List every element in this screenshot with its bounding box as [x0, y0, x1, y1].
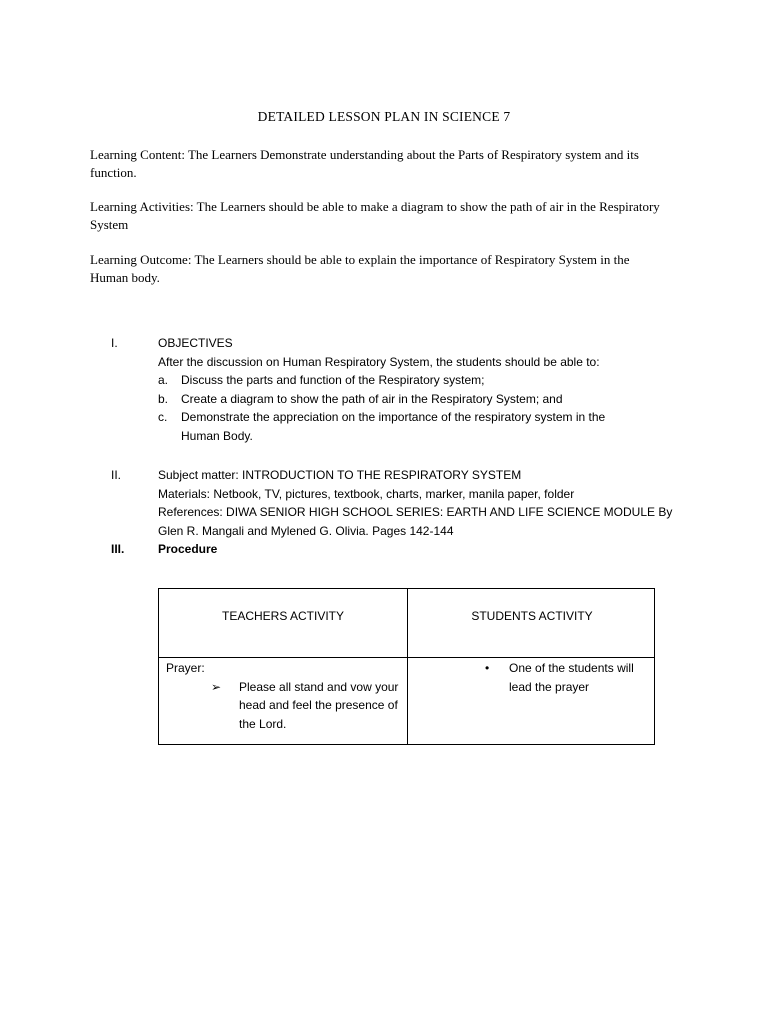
objective-text: Discuss the parts and function of the Respiratory system;: [181, 373, 485, 387]
procedure-heading: Procedure: [158, 542, 218, 556]
subject-matter-body: [158, 466, 678, 540]
objective-text: Create a diagram to show the path of air in the Respiratory System; and: [181, 391, 563, 406]
objective-item: [158, 408, 641, 445]
subject-line: Subject matter: INTRODUCTION TO THE RESPIRATORY SYSTEM: [158, 468, 522, 482]
objective-letter: a.: [158, 373, 169, 387]
learning-content-paragraph: Learning Content: The Learners Demonstrate understanding about the Parts of Respiratory system and its function.: [90, 147, 639, 180]
objective-letter: c.: [158, 410, 168, 424]
teacher-activity-text: Please all stand and vow your head and feel the presence of the Lord.: [239, 679, 399, 731]
student-activity-item: [485, 659, 655, 696]
teachers-activity-header: TEACHERS ACTIVITY: [221, 609, 345, 623]
objective-letter: b.: [158, 391, 169, 406]
learning-outcome-paragraph: Learning Outcome: The Learners should be able to explain the importance of Respiratory System in the Human body.: [90, 252, 630, 285]
section-numeral: II.: [111, 468, 122, 482]
objective-item: [158, 371, 678, 390]
objectives-body: [158, 334, 678, 445]
objectives-intro: After the discussion on Human Respiratory System, the students should be able to:: [158, 354, 600, 369]
objectives-heading: OBJECTIVES: [158, 336, 233, 350]
section-numeral: III.: [111, 542, 125, 556]
arrow-bullet-icon: ➢: [211, 679, 222, 694]
students-activity-header: STUDENTS ACTIVITY: [471, 609, 593, 623]
student-activity-text: One of the students will lead the prayer: [509, 661, 634, 694]
objective-item: [158, 390, 678, 409]
dot-bullet-icon: •: [485, 661, 490, 675]
prayer-label: Prayer:: [166, 661, 205, 675]
section-numeral: I.: [111, 336, 118, 350]
references-line: References: DIWA SENIOR HIGH SCHOOL SERIES: EARTH AND LIFE SCIENCE MODULE By Glen R. Mangali and Mylened G. Olivia. Pages 142-144: [158, 505, 673, 538]
student-activity-cell: [485, 659, 655, 696]
page-title: DETAILED LESSON PLAN IN SCIENCE 7: [257, 109, 511, 124]
teacher-activity-cell: [166, 659, 404, 733]
objective-text: Demonstrate the appreciation on the importance of the respiratory system in the Human Body.: [181, 410, 606, 443]
table-row-divider: [159, 657, 654, 658]
materials-line: Materials: Netbook, TV, pictures, textbook, charts, marker, manila paper, folder: [158, 486, 575, 501]
teacher-activity-item: [211, 678, 409, 734]
learning-activities-paragraph: Learning Activities: The Learners should be able to make a diagram to show the path of air in the Respiratory System: [90, 199, 660, 232]
procedure-table: [158, 588, 655, 745]
